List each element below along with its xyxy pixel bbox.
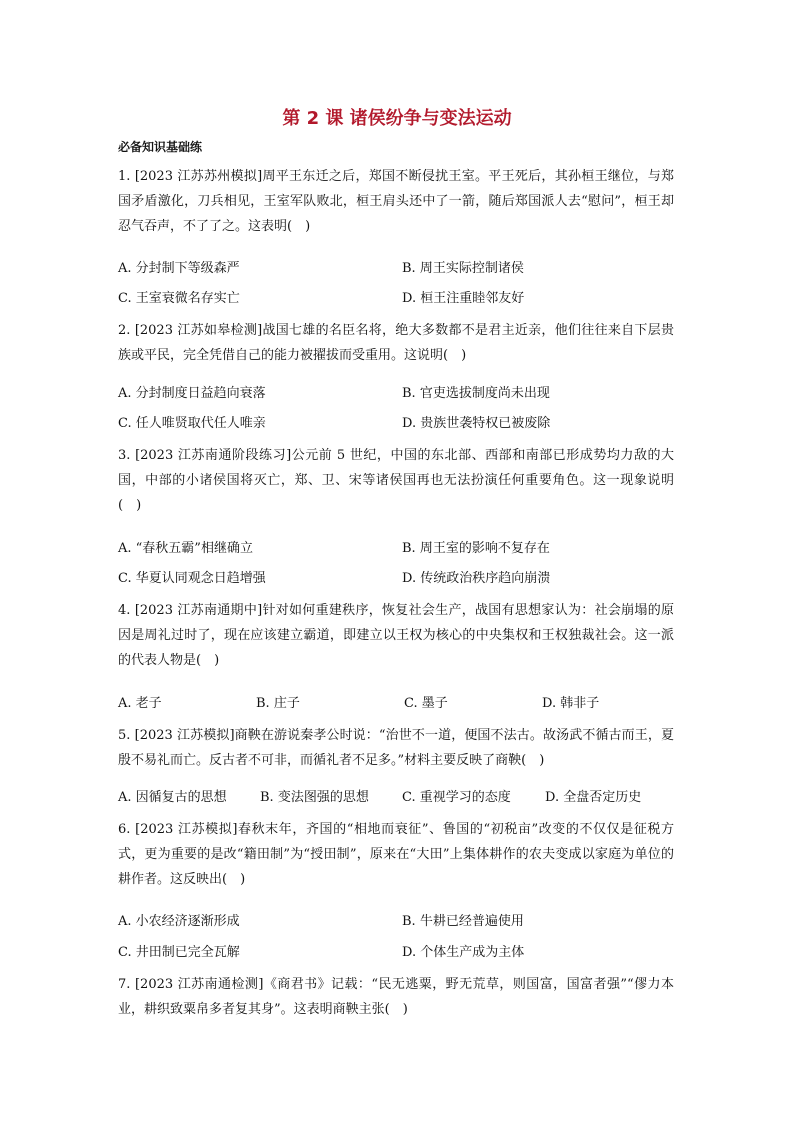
question-3-option-d: D. 传统政治秩序趋向崩溃	[402, 571, 551, 586]
question-4-option-c: C. 墨子	[404, 696, 448, 711]
question-1-option-c: C. 王室衰微名存实亡	[118, 291, 240, 306]
question-4-stem: 4. [2023 江苏南通期中]针对如何重建秩序，恢复社会生产，战国有思想家认为：社会崩塌的原因是周礼过时了，现在应该建立霸道，即建立以王权为核心的中央集权和王权独裁社会。这一派的代表人物是( )	[118, 603, 674, 668]
question-1-option-a: A. 分封制下等级森严	[118, 261, 240, 276]
question-7-stem: 7. [2023 江苏南通检测]《商君书》记载：“民无逃粟，野无荒草，则国富，国富者强”“僇力本业，耕织致粟帛多者复其身”。这表明商鞅主张( )	[118, 977, 674, 1017]
question-6-option-d: D. 个体生产成为主体	[402, 945, 525, 960]
question-5-option-c: C. 重视学习的态度	[402, 790, 511, 805]
page-title: 第 2 课 诸侯纷争与变法运动	[282, 108, 512, 129]
question-3-option-c: C. 华夏认同观念日趋增强	[118, 571, 266, 586]
question-2-option-c: C. 任人唯贤取代任人唯亲	[118, 416, 266, 431]
section-heading: 必备知识基础练	[118, 140, 203, 154]
question-3-option-b: B. 周王室的影响不复存在	[402, 541, 550, 556]
question-5-option-d: D. 全盘否定历史	[545, 790, 642, 805]
question-2-option-a: A. 分封制度日益趋向衰落	[118, 386, 266, 401]
question-5-stem: 5. [2023 江苏模拟]商鞅在游说秦孝公时说：“治世不一道，便国不法古。故汤武不循古而王，夏殷不易礼而亡。反古者不可非，而循礼者不足多。”材料主要反映了商鞅( )	[118, 728, 674, 768]
question-6-stem: 6. [2023 江苏模拟]春秋末年，齐国的“相地而衰征”、鲁国的“初税亩”改变的不仅仅是征税方式，更为重要的是改“籍田制”为“授田制”，原来在“大田”上集体耕作的农夫变成以家庭为单位的耕作者。这反映出( )	[118, 822, 674, 887]
question-6-option-a: A. 小农经济逐渐形成	[118, 914, 240, 929]
question-2-stem: 2. [2023 江苏如皋检测]战国七雄的名臣名将，绝大多数都不是君主近亲，他们往往来自下层贵族或平民，完全凭借自己的能力被擢拔而受重用。这说明( )	[118, 323, 674, 363]
question-1-option-d: D. 桓王注重睦邻友好	[402, 291, 525, 306]
question-1-stem: 1. [2023 江苏苏州模拟]周平王东迁之后，郑国不断侵扰王室。平王死后，其孙桓王继位，与郑国矛盾激化，刀兵相见，王室军队败北，桓王肩头还中了一箭，随后郑国派人去“慰问”，桓王却忍气吞声，不了了之。这表明( )	[118, 169, 674, 234]
question-2-option-d: D. 贵族世袭特权已被废除	[402, 416, 551, 431]
question-1-option-b: B. 周王实际控制诸侯	[402, 261, 524, 276]
question-6-option-b: B. 牛耕已经普遍使用	[402, 914, 524, 929]
question-5-option-b: B. 变法图强的思想	[260, 790, 369, 805]
question-2-option-b: B. 官吏选拔制度尚未出现	[402, 386, 550, 401]
question-4-option-d: D. 韩非子	[542, 696, 600, 711]
question-3-option-a: A. “春秋五霸”相继确立	[118, 541, 253, 556]
question-4-option-b: B. 庄子	[256, 696, 300, 711]
question-6-option-c: C. 井田制已完全瓦解	[118, 945, 240, 960]
question-3-stem: 3. [2023 江苏南通阶段练习]公元前 5 世纪，中国的东北部、西部和南部已形成势均力敌的大国，中部的小诸侯国将灭亡，郑、卫、宋等诸侯国再也无法扮演任何重要角色。这一现象说明( )	[118, 448, 674, 513]
question-5-option-a: A. 因循复古的思想	[118, 790, 227, 805]
question-4-option-a: A. 老子	[118, 696, 162, 711]
